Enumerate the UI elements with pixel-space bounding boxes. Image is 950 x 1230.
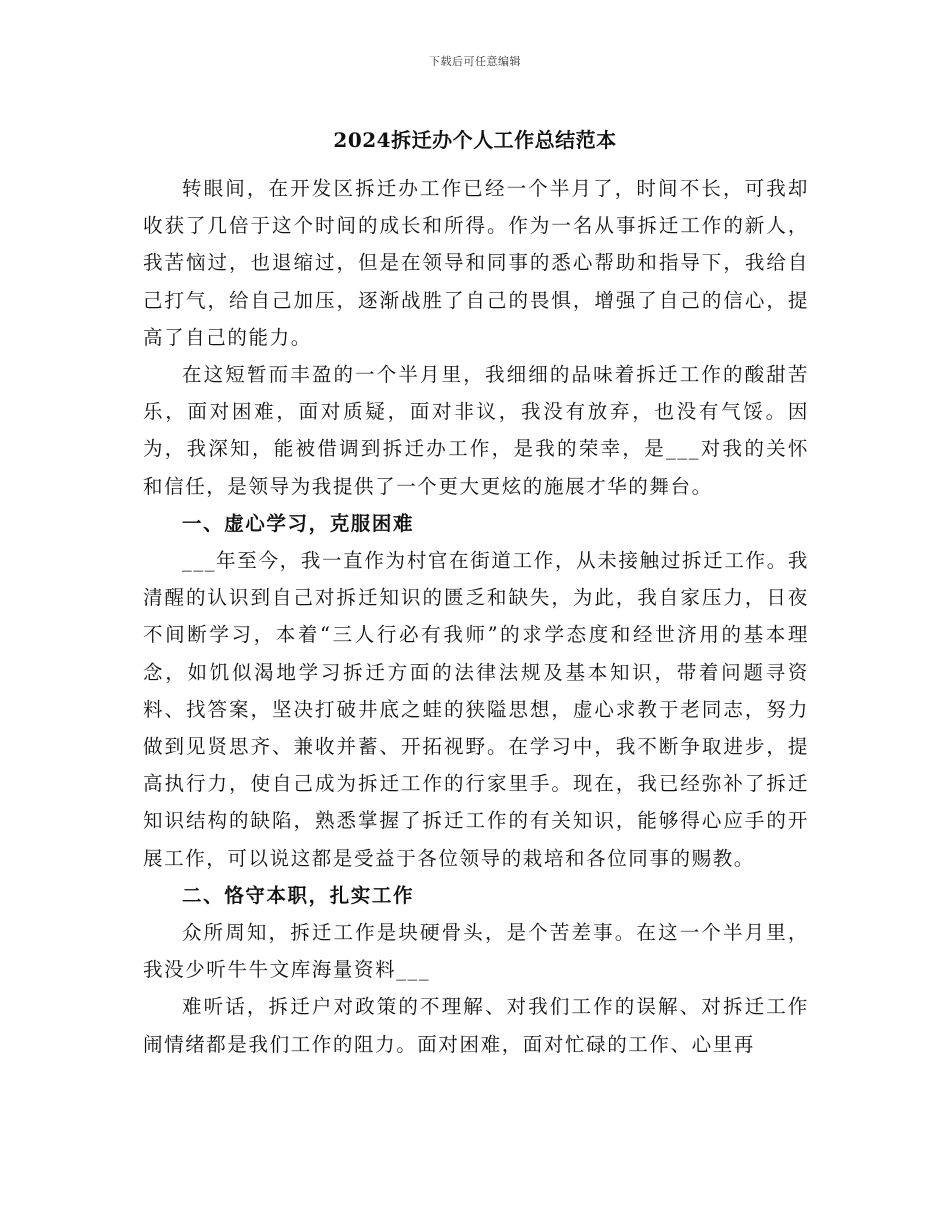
paragraph: ___年至今，我一直作为村官在街道工作，从未接触过拆迁工作。我清醒的认识到自己对拆迁知识的匮乏和缺失，为此，我自家压力，日夜不间断学习，本着“三人行必有我师”的求学态度和经世济用的基本理念，如饥似渴地学习拆迁方面的法律法规及基本知识，带着问题寻资料、找答案，坚决打破井底之蛙的狭隘思想，虚心求教于老同志，努力做到见贤思齐、兼收并蓄、开拓视野。在学习中，我不断争取进步，提高执行力，使自己成为拆迁工作的行家里手。现在，我已经弥补了拆迁知识结构的缺陷，熟悉掌握了拆迁工作的有关知识，能够得心应手的开展工作，可以说这都是受益于各位领导的栽培和各位同事的赐教。 <box>143 549 809 870</box>
paragraph: 在这短暂而丰盈的一个半月里，我细细的品味着拆迁工作的酸甜苦乐，面对困难，面对质疑，面对非议，我没有放弃，也没有气馁。因为，我深知，能被借调到拆迁办工作，是我的荣幸，是___对我的关怀和信任，是领导为我提供了一个更大更炫的施展才华的舞台。 <box>143 363 809 498</box>
document-title: 2024拆迁办个人工作总结范本 <box>333 128 617 152</box>
paragraph: 难听话，拆迁户对政策的不理解、对我们工作的误解、对拆迁工作闹情绪都是我们工作的阻力。面对困难，面对忙碌的工作、心里再 <box>143 995 809 1056</box>
header-note: 下载后可任意编辑 <box>429 55 521 68</box>
section-heading: 一、虚心学习，克服困难 <box>182 511 415 535</box>
paragraph: 转眼间，在开发区拆迁办工作已经一个半月了，时间不长，可我却收获了几倍于这个时间的成长和所得。作为一名从事拆迁工作的新人，我苦恼过，也退缩过，但是在领导和同事的悉心帮助和指导下，我给自己打气，给自己加压，逐渐战胜了自己的畏惧，增强了自己的信心，提高了自己的能力。 <box>143 177 809 349</box>
section-heading: 二、恪守本职，扎实工作 <box>182 883 415 907</box>
paragraph: 众所周知，拆迁工作是块硬骨头，是个苦差事。在这一个半月里，我没少听牛牛文库海量资料___ <box>143 921 809 982</box>
document-body <box>143 170 809 1063</box>
